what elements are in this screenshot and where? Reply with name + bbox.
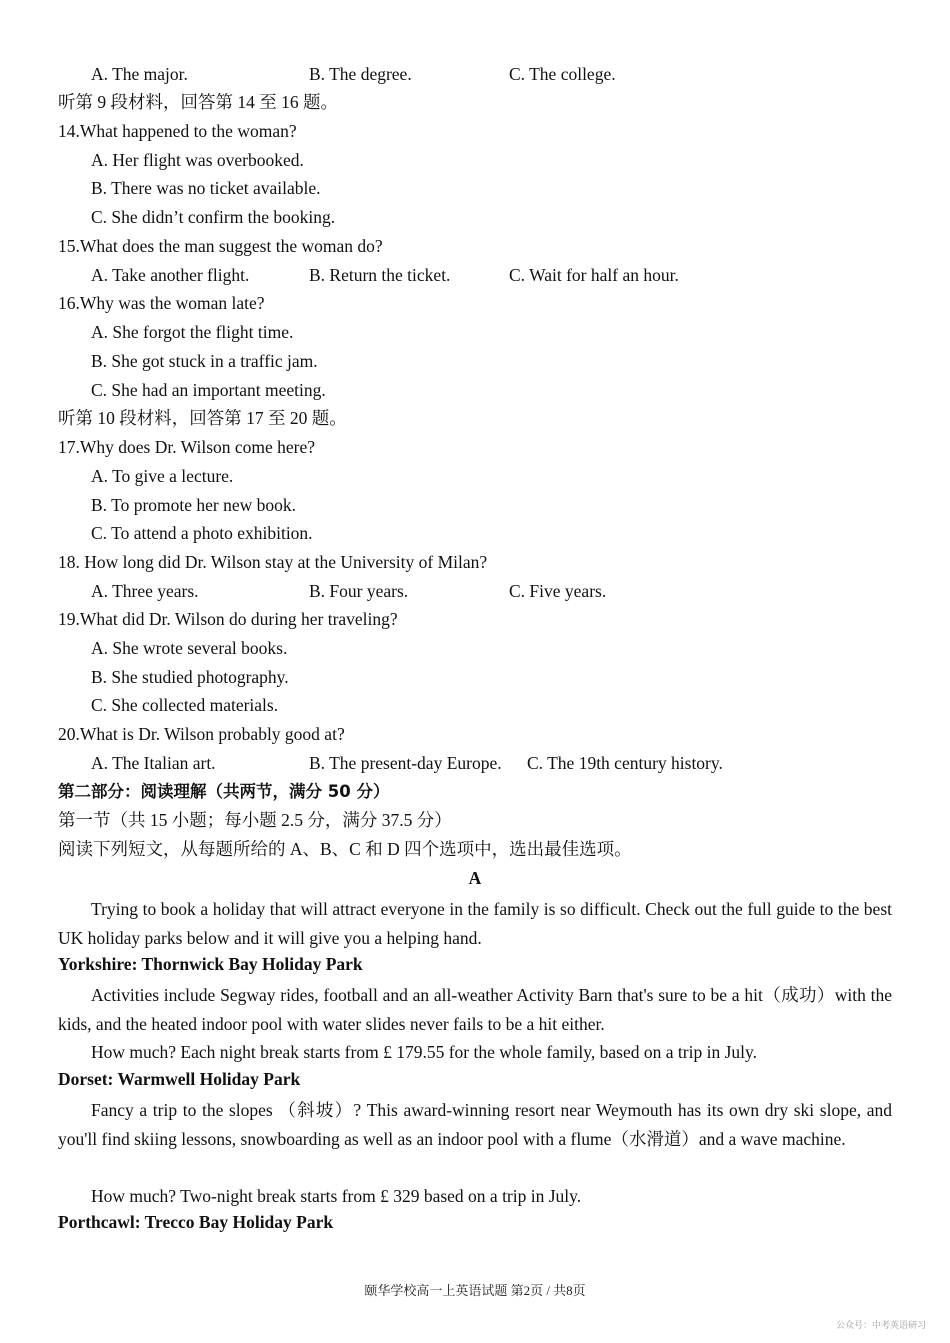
park1-price: How much? Each night break starts from £ 179.55 for the whole family, based on a trip in July. [91, 1042, 757, 1062]
section9-intro: 听第 9 段材料，回答第 14 至 16 题。 [58, 92, 338, 112]
option-c: C. Wait for half an hour. [509, 265, 679, 285]
part2-title: 第二部分：阅读理解（共两节，满分 50 分） [58, 782, 390, 801]
option-a: A. Take another flight. [91, 265, 250, 285]
q17-stem: 17.Why does Dr. Wilson come here? [58, 437, 316, 457]
option-a: A. Three years. [91, 581, 199, 601]
option-c: C. Five years. [509, 581, 607, 601]
option-b: B. The degree. [309, 64, 412, 84]
page-footer: 颐华学校高一上英语试题 第2页 / 共8页 [364, 1283, 586, 1298]
q16-stem: 16.Why was the woman late? [58, 293, 265, 313]
q19-stem: 19.What did Dr. Wilson do during her traveling? [58, 609, 398, 629]
q16-option-b: B. She got stuck in a traffic jam. [91, 351, 318, 371]
section1-info: 第一节（共 15 小题；每小题 2.5 分，满分 37.5 分） [58, 810, 452, 830]
q17-option-a: A. To give a lecture. [91, 466, 234, 486]
option-a: A. The Italian art. [91, 753, 216, 773]
q14-option-a: A. Her flight was overbooked. [91, 150, 304, 170]
option-c: C. The 19th century history. [527, 753, 723, 773]
park2-title: Dorset: Warmwell Holiday Park [58, 1069, 301, 1089]
section10-intro: 听第 10 段材料，回答第 17 至 20 题。 [58, 408, 347, 428]
option-b: B. Four years. [309, 581, 409, 601]
q20-options [91, 751, 723, 775]
q14-stem: 14.What happened to the woman? [58, 121, 297, 141]
option-b: B. The present-day Europe. [309, 753, 502, 773]
q18-stem: 18. How long did Dr. Wilson stay at the University of Milan? [58, 552, 488, 572]
passage-label: A [468, 868, 482, 888]
park2-price: How much? Two-night break starts from £ 329 based on a trip in July. [91, 1186, 582, 1206]
q19-option-c: C. She collected materials. [91, 695, 279, 715]
q16-option-c: C. She had an important meeting. [91, 380, 326, 400]
park1-description: Activities include Segway rides, football and an all-weather Activity Barn that's sure to be a hit（成功）with the kids, and the heated indoor pool with water slides never fails to be a hit either. [58, 985, 892, 1034]
q19-option-b: B. She studied photography. [91, 667, 289, 687]
q17-option-b: B. To promote her new book. [91, 495, 297, 515]
q14-option-b: B. There was no ticket available. [91, 178, 321, 198]
q17-option-c: C. To attend a photo exhibition. [91, 523, 313, 543]
park3-title: Porthcawl: Trecco Bay Holiday Park [58, 1212, 334, 1232]
option-c: C. The college. [509, 64, 616, 84]
section1-instructions: 阅读下列短文，从每题所给的 A、B、C 和 D 四个选项中，选出最佳选项。 [58, 839, 632, 859]
q18-options [91, 579, 606, 603]
q13-options [91, 62, 616, 86]
q15-options [91, 263, 679, 287]
q16-option-a: A. She forgot the flight time. [91, 322, 294, 342]
passage-intro: Trying to book a holiday that will attract everyone in the family is so difficult. Check out the full guide to the best UK holiday parks below and it will give you a helping hand. [58, 899, 892, 948]
q15-stem: 15.What does the man suggest the woman do? [58, 236, 383, 256]
option-a: A. The major. [91, 64, 188, 84]
park2-description: Fancy a trip to the slopes （斜坡）? This award-winning resort near Weymouth has its own dry ski slope, and you'll find skiing lessons, snowboarding as well as an indoor pool with a flume（水滑道）and a wave machine. [58, 1100, 892, 1149]
q20-stem: 20.What is Dr. Wilson probably good at? [58, 724, 345, 744]
park1-title: Yorkshire: Thornwick Bay Holiday Park [58, 954, 363, 974]
q19-option-a: A. She wrote several books. [91, 638, 288, 658]
option-b: B. Return the ticket. [309, 265, 451, 285]
watermark: 公众号：中考英语研习 [835, 1320, 926, 1330]
q14-option-c: C. She didn’t confirm the booking. [91, 207, 336, 227]
